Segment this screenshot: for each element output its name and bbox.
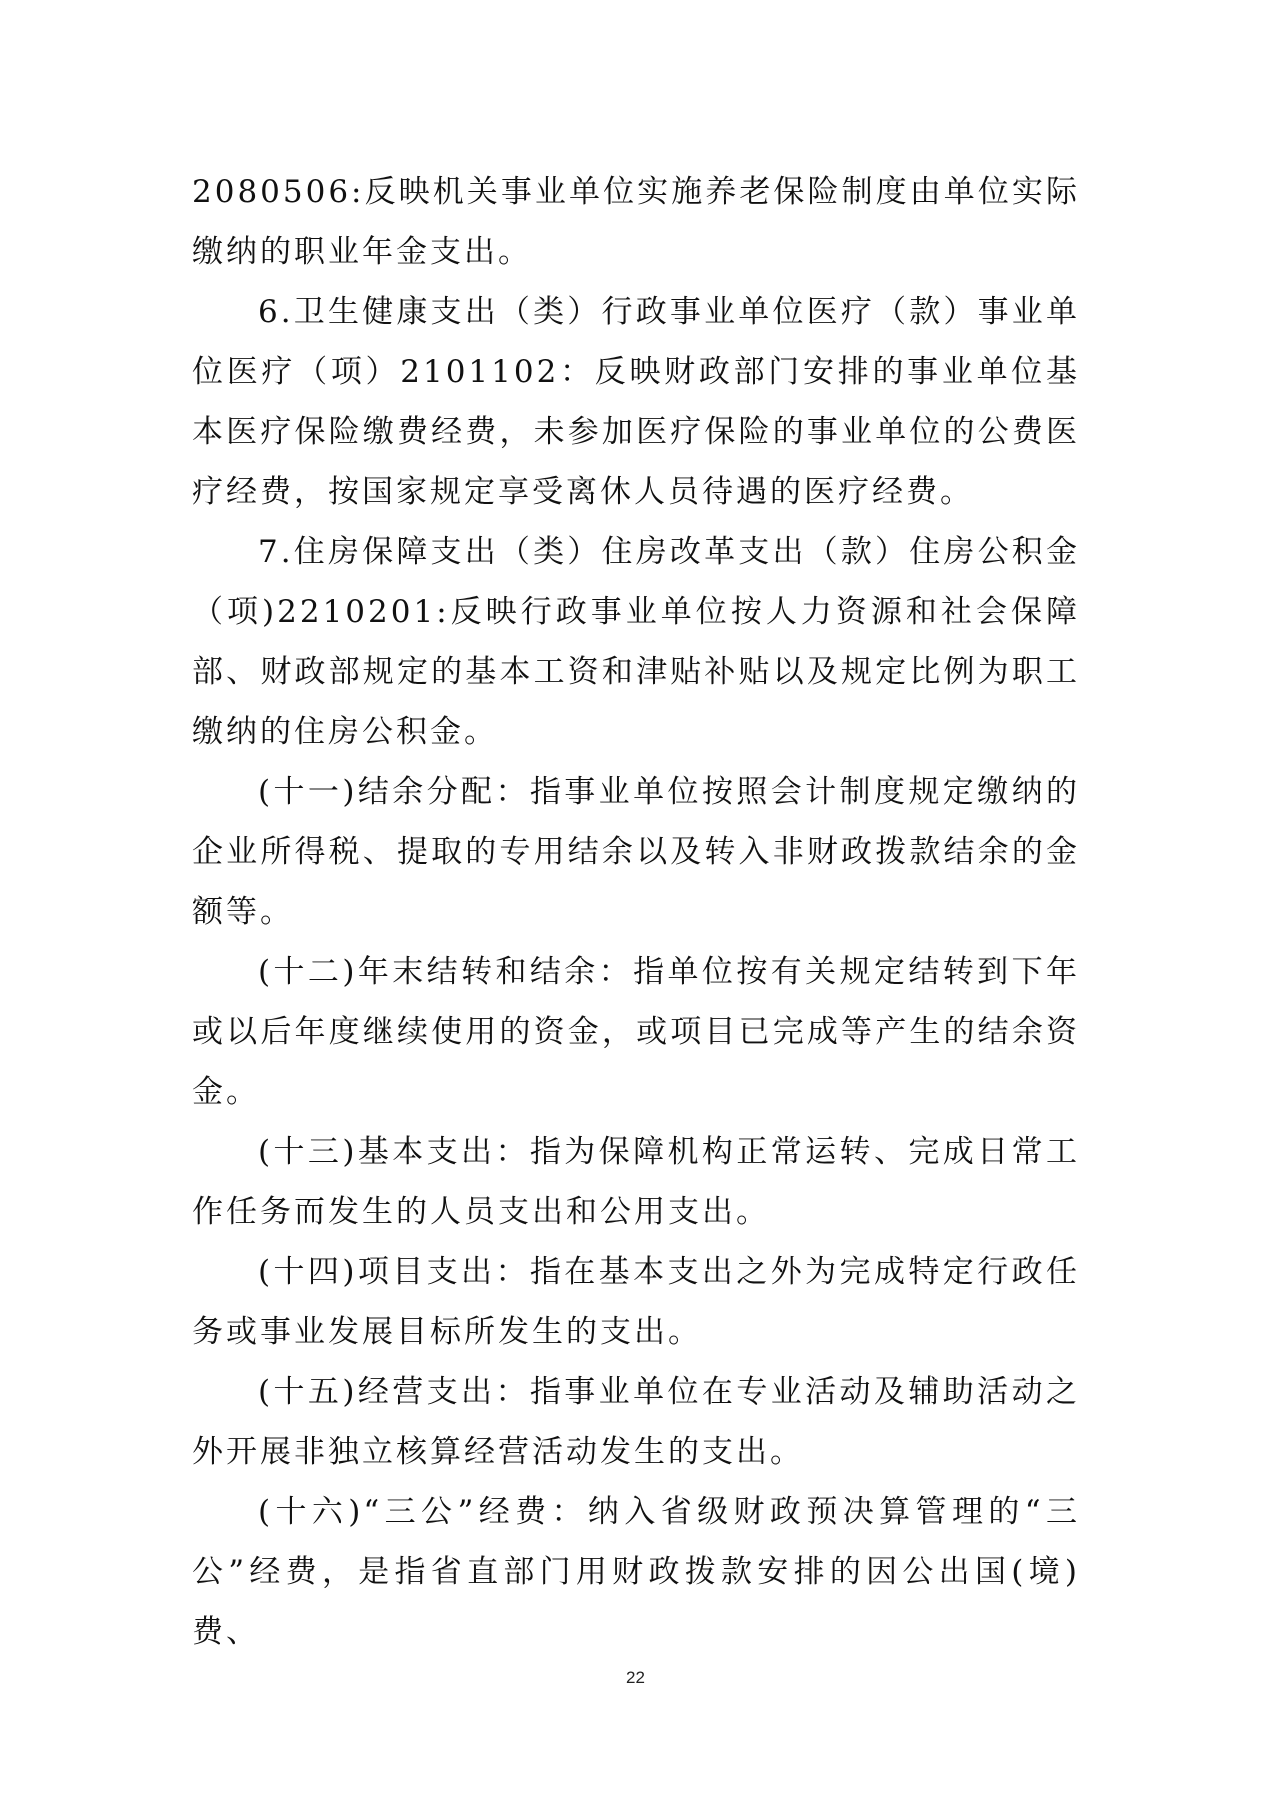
- page-number: 22: [626, 1668, 645, 1687]
- paragraph-three-public-expenses: (十六)“三公”经费：纳入省级财政预决算管理的“三公”经费，是指省直部门用财政拨款安排的因公出国(境)费、: [192, 1494, 1080, 1650]
- paragraph-basic-expenditure: (十三)基本支出：指为保障机构正常运转、完成日常工作任务而发生的人员支出和公用支出。: [192, 1134, 1080, 1230]
- body-text: [192, 162, 1080, 1662]
- paragraph-operating-expenditure: (十五)经营支出：指事业单位在专业活动及辅助活动之外开展非独立核算经营活动发生的支出。: [192, 1374, 1080, 1470]
- paragraph-health-expenditure: 6.卫生健康支出（类）行政事业单位医疗（款）事业单位医疗（项）2101102：反映财政部门安排的事业单位基本医疗保险缴费经费，未参加医疗保险的事业单位的公费医疗经费，按国家规定享受离休人员待遇的医疗经费。: [192, 294, 1080, 510]
- paragraph-surplus-distribution: (十一)结余分配：指事业单位按照会计制度规定缴纳的企业所得税、提取的专用结余以及转入非财政拨款结余的金额等。: [192, 774, 1080, 930]
- paragraph-housing-expenditure: 7.住房保障支出（类）住房改革支出（款）住房公积金（项)2210201:反映行政事业单位按人力资源和社会保障部、财政部规定的基本工资和津贴补贴以及规定比例为职工缴纳的住房公积金。: [192, 534, 1080, 750]
- paragraph-year-end-balance: (十二)年末结转和结余：指单位按有关规定结转到下年或以后年度继续使用的资金，或项目已完成等产生的结余资金。: [192, 954, 1080, 1110]
- paragraph-continuation: 2080506:反映机关事业单位实施养老保险制度由单位实际缴纳的职业年金支出。: [192, 174, 1080, 270]
- paragraph-project-expenditure: (十四)项目支出：指在基本支出之外为完成特定行政任务或事业发展目标所发生的支出。: [192, 1254, 1080, 1350]
